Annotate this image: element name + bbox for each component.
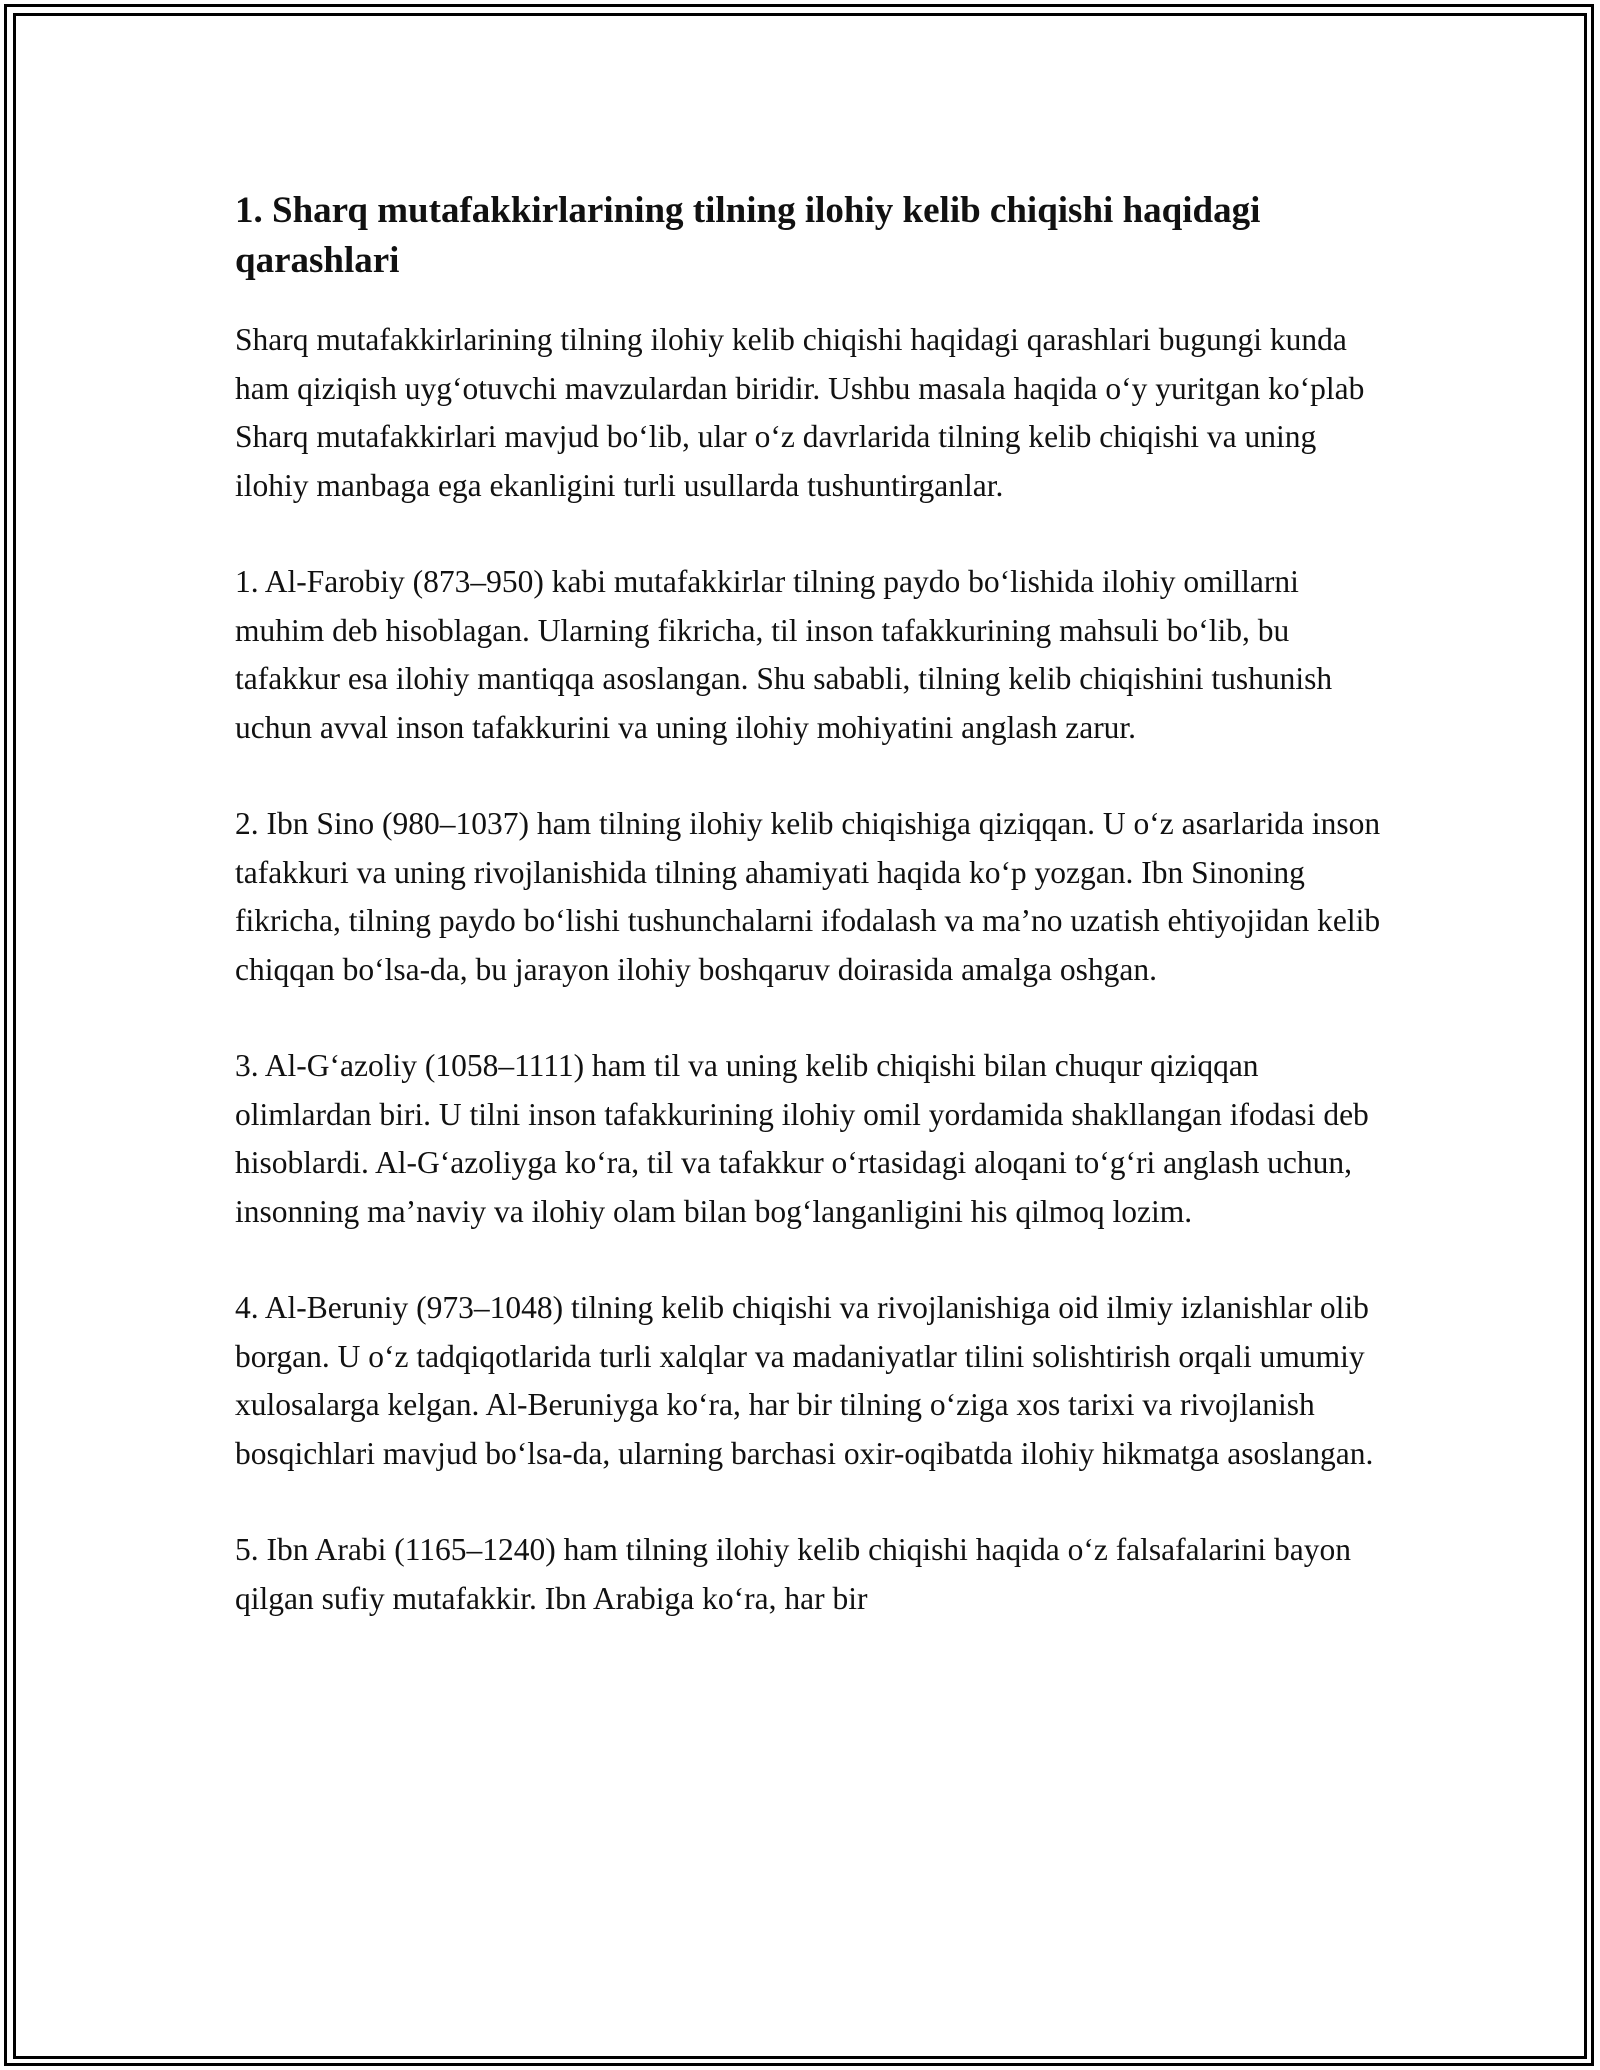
paragraph-ibn-sino: 2. Ibn Sino (980–1037) ham tilning ilohiy kelib chiqishiga qiziqqan. U o‘z asarlarida inson tafakkuri va uning rivojlanishida tilning ahamiyati haqida ko‘p yozgan. Ibn Sinoning fikricha, tilning paydo bo‘lishi tushunchalarni ifodalash va ma’no uzatish ehtiyojidan kelib chiqqan bo‘lsa-da, bu jarayon ilohiy boshqaruv doirasida amalga oshgan. [235,806,1381,987]
paragraph-al-farobiy: 1. Al-Farobiy (873–950) kabi mutafakkirlar tilning paydo bo‘lishida ilohiy omillarni muhim deb hisoblagan. Ularning fikricha, til inson tafakkurining mahsuli bo‘lib, bu tafakkur esa ilohiy mantiqqa asoslangan. Shu sababli, tilning kelib chiqishini tushunish uchun avval inson tafakkurini va uning ilohiy mohiyatini anglash zarur. [235,564,1333,745]
paragraph-ibn-arabi: 5. Ibn Arabi (1165–1240) ham tilning ilohiy kelib chiqishi haqida o‘z falsafalarini bayon qilgan sufiy mutafakkir. Ibn Arabiga ko‘ra, har bir [235,1532,1351,1616]
section-heading: 1. Sharq mutafakkirlarining tilning ilohiy kelib chiqishi haqidagi qarashlari [235,190,1261,281]
paragraph-intro: Sharq mutafakkirlarining tilning ilohiy kelib chiqishi haqidagi qarashlari bugungi kunda ham qiziqish uyg‘otuvchi mavzulardan biridir. Ushbu masala haqida o‘y yuritgan ko‘plab Sharq mutafakkirlari mavjud bo‘lib, ular o‘z davrlarida tilning kelib chiqishi va uning ilohiy manbaga ega ekanligini turli usullarda tushuntirganlar. [235,322,1365,503]
paragraph-al-gazoliy: 3. Al-G‘azoliy (1058–1111) ham til va uning kelib chiqishi bilan chuqur qiziqqan olimlardan biri. U tilni inson tafakkurining ilohiy omil yordamida shakllangan ifodasi deb hisoblardi. Al-G‘azoliyga ko‘ra, til va tafakkur o‘rtasidagi aloqani to‘g‘ri anglash uchun, insonning ma’naviy va ilohiy olam bilan bog‘langanligini his qilmoq lozim. [235,1048,1369,1229]
document-body [235,186,1385,1671]
paragraph-al-beruniy: 4. Al-Beruniy (973–1048) tilning kelib chiqishi va rivojlanishiga oid ilmiy izlanishlar olib borgan. U o‘z tadqiqotlarida turli xalqlar va madaniyatlar tilini solishtirish orqali umumiy xulosalarga kelgan. Al-Beruniyga ko‘ra, har bir tilning o‘ziga xos tarixi va rivojlanish bosqichlari mavjud bo‘lsa-da, ularning barchasi oxir-oqibatda ilohiy hikmatga asoslangan. [235,1290,1374,1471]
